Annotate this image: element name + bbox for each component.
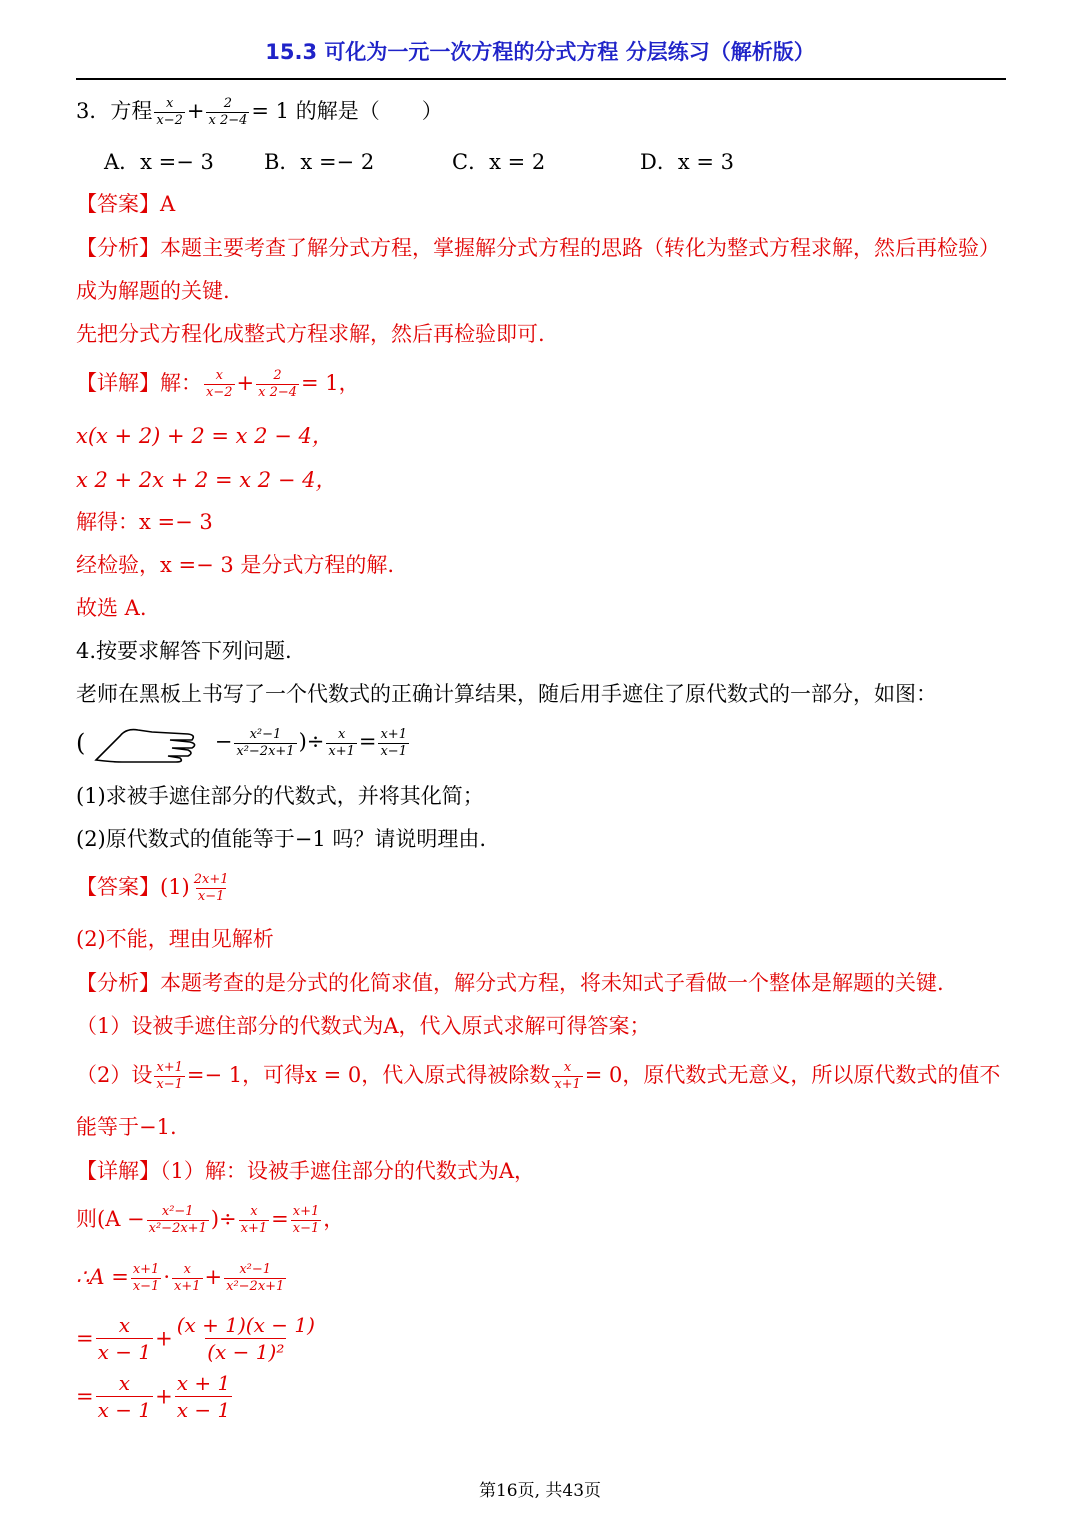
q4-analysis-line1	[76, 969, 944, 997]
q4-d3-frac1-num: x+1	[132, 1262, 160, 1277]
q4-analysis-line4: 能等于−1.	[76, 1115, 177, 1139]
q3-detail-line	[76, 368, 360, 401]
q3-stem	[76, 96, 443, 129]
q4-part2: (2)原代数式的值能等于−1 吗？请说明理由.	[76, 827, 487, 851]
q4-d5-frac1	[96, 1370, 153, 1423]
q4-d3-frac2-num: x	[183, 1262, 191, 1277]
q3-option-d: D．x = 3	[640, 150, 734, 174]
q4-d5-frac1-num: x	[118, 1371, 130, 1395]
q4-fig-close-div: )÷	[298, 729, 325, 754]
q3-detail-frac1-den: x−2	[206, 385, 233, 400]
q4-analysis3-frac1-den: x−1	[156, 1077, 183, 1092]
q3-option-b: B．x =− 2	[264, 150, 375, 174]
q3-detail-prefix: 解：	[160, 371, 202, 395]
q4-detail-line2	[76, 1204, 344, 1237]
q3-detail-eq: = 1，	[301, 371, 360, 395]
q4-d2-eq: =	[271, 1207, 289, 1231]
q4-d5-eq: =	[76, 1384, 94, 1409]
q4-analysis3-frac1	[154, 1060, 185, 1093]
q4-fig-frac3-num: x+1	[380, 726, 407, 742]
q4-fig-frac1-den: x²−2x+1	[236, 743, 295, 759]
q4-d4-frac2-den: (x − 1)²	[207, 1340, 285, 1364]
q4-d2-frac3-den: x−1	[292, 1221, 320, 1236]
q3-stem-suffix: = 1 的解是（ ）	[251, 99, 443, 123]
q4-d5-frac2-num: x + 1	[176, 1371, 231, 1395]
q4-context: 老师在黑板上书写了一个代数式的正确计算结果，随后用手遮住了原代数式的一部分，如图：	[76, 682, 937, 706]
q4-d4-frac2	[175, 1312, 317, 1365]
q3-frac1-den: x−2	[156, 113, 183, 128]
q4-d3-frac2	[172, 1262, 203, 1295]
page-number: 第16页, 共43页	[478, 1481, 602, 1501]
q3-frac2	[206, 96, 249, 129]
q4-fig-open-paren: (	[76, 729, 86, 757]
q3-analysis-line2: 成为解题的关键.	[76, 279, 230, 303]
q4-d4-frac1-den: x − 1	[97, 1340, 152, 1364]
q3-frac2-num: 2	[223, 96, 233, 111]
q4-detail-line1	[76, 1157, 535, 1185]
q4-analysis-tag: 【分析】	[76, 971, 160, 995]
q4-d3-frac3	[224, 1262, 286, 1295]
q3-detail-frac2	[256, 368, 299, 401]
q4-d2-frac2-num: x	[250, 1204, 258, 1219]
q3-plus: +	[186, 99, 205, 123]
q3-frac1	[154, 96, 185, 129]
header-divider	[76, 78, 1006, 80]
q4-part1: (1)求被手遮住部分的代数式，并将其化简；	[76, 784, 484, 808]
q3-analysis-text1: 本题主要考查了解分式方程，掌握解分式方程的思路（转化为整式方程求解，然后再检验）	[160, 236, 1000, 260]
q4-d2-prefix: 则(A −	[76, 1207, 145, 1231]
q4-d2-frac3	[291, 1204, 322, 1237]
q4-detail-line5	[76, 1370, 234, 1426]
q4-d3-frac1-den: x−1	[132, 1279, 160, 1294]
q4-d3-frac1	[131, 1262, 162, 1295]
q4-d2-mid: )÷	[210, 1207, 237, 1231]
page-title: 15.3 可化为一元一次方程的分式方程 分层练习（解析版）	[265, 40, 815, 64]
q4-d3-prefix: ∴A =	[76, 1265, 129, 1289]
q4-d3-frac3-den: x²−2x+1	[226, 1279, 285, 1294]
q4-d3-plus: +	[204, 1265, 223, 1289]
q4-fig-frac2-den: x+1	[328, 743, 355, 759]
hand-icon	[92, 722, 208, 764]
q4-answer1-frac	[192, 872, 231, 905]
q4-d4-frac2-num: (x + 1)(x − 1)	[176, 1313, 315, 1337]
q4-d2-frac1-den: x²−2x+1	[148, 1221, 207, 1236]
q4-d4-frac1	[96, 1312, 153, 1365]
q3-answer-value: A	[160, 192, 176, 216]
q4-analysis3-frac2	[552, 1060, 583, 1093]
q4-d4-frac1-num: x	[118, 1313, 130, 1337]
q3-step1: x(x + 2) + 2 = x 2 − 4，	[76, 424, 333, 448]
q4-d2-end: ，	[323, 1207, 345, 1231]
q4-answer1-num: 2x+1	[193, 872, 229, 887]
q4-d3-frac2-den: x+1	[174, 1279, 201, 1294]
q4-answer1	[76, 872, 233, 905]
q3-analysis-line3: 先把分式方程化成整式方程求解，然后再检验即可.	[76, 322, 545, 346]
q4-detail-line4	[76, 1312, 319, 1368]
q3-option-a: A．x =− 3	[104, 150, 214, 174]
q4-d2-frac1-num: x²−1	[161, 1204, 194, 1219]
q4-d4-eq: =	[76, 1326, 94, 1351]
q4-detail-tag: 【详解】	[76, 1159, 160, 1183]
q4-fig-frac1-num: x²−1	[249, 726, 282, 742]
q4-answer-tag: 【答案】	[76, 875, 160, 899]
q4-analysis-line3	[76, 1060, 1000, 1093]
q3-detail-frac1	[204, 368, 235, 401]
q4-d4-plus: +	[155, 1326, 173, 1351]
q4-analysis3-c: = 0，原代数式无意义，所以原代数式的值不	[584, 1063, 1001, 1087]
q4-detail-text1: （1）解：设被手遮住部分的代数式为A，	[160, 1159, 536, 1183]
q4-d2-frac2	[239, 1204, 270, 1237]
q4-fig-frac2-num: x	[337, 726, 346, 742]
q4-d5-frac2	[175, 1370, 232, 1423]
q3-answer-tag: 【答案】	[76, 192, 160, 216]
q4-fig-minus: −	[214, 729, 233, 754]
q4-d5-plus: +	[155, 1384, 173, 1409]
q3-detail-frac2-num: 2	[273, 368, 282, 383]
q3-step2: x 2 + 2x + 2 = x 2 − 4，	[76, 468, 337, 492]
q3-option-c: C．x = 2	[452, 150, 546, 174]
q4-answer2: (2)不能，理由见解析	[76, 927, 274, 951]
q3-step3: 解得：x =− 3	[76, 510, 213, 534]
q4-answer1-prefix: (1)	[160, 875, 190, 899]
q3-frac2-den: x 2−4	[208, 113, 248, 128]
q4-analysis3-a: （2）设	[76, 1063, 153, 1087]
q3-detail-plus: +	[236, 371, 255, 395]
q3-detail-frac1-num: x	[215, 368, 223, 383]
q4-d5-frac1-den: x − 1	[97, 1398, 152, 1422]
q4-answer1-den: x−1	[197, 889, 225, 904]
q3-analysis-tag: 【分析】	[76, 236, 160, 260]
q4-figure	[76, 722, 411, 770]
q4-stem: 4.按要求解答下列问题.	[76, 639, 292, 663]
q3-detail-tag: 【详解】	[76, 371, 160, 395]
q4-analysis3-frac1-num: x+1	[156, 1060, 183, 1075]
q4-detail-line3	[76, 1262, 288, 1295]
q3-answer	[76, 190, 175, 218]
q4-fig-eq: =	[358, 729, 377, 754]
q4-fig-frac2	[326, 727, 357, 760]
q4-analysis3-b: =− 1，可得x = 0，代入原式得被除数	[186, 1063, 551, 1087]
q4-analysis-text1: 本题考查的是分式的化简求值，解分式方程，将未知式子看做一个整体是解题的关键.	[160, 971, 944, 995]
q4-d2-frac3-num: x+1	[292, 1204, 320, 1219]
q4-analysis3-frac2-num: x	[563, 1060, 572, 1075]
q3-step4: 经检验，x =− 3 是分式方程的解.	[76, 553, 395, 577]
q3-step5: 故选 A.	[76, 596, 147, 620]
q3-detail-frac2-den: x 2−4	[258, 385, 298, 400]
q4-d2-frac2-den: x+1	[240, 1221, 268, 1236]
q4-fig-frac3-den: x−1	[380, 743, 407, 759]
q4-analysis3-frac2-den: x+1	[554, 1077, 581, 1092]
q3-frac1-num: x	[165, 96, 174, 111]
q4-d3-frac3-num: x²−1	[239, 1262, 272, 1277]
q4-d3-dot: ·	[163, 1265, 170, 1289]
q4-fig-frac3	[378, 727, 409, 760]
q4-d2-frac1	[147, 1204, 209, 1237]
q3-stem-prefix: 3．方程	[76, 99, 153, 123]
q4-fig-frac1	[234, 727, 296, 760]
q4-analysis-line2: （1）设被手遮住部分的代数式为A，代入原式求解可得答案；	[76, 1014, 651, 1038]
q3-analysis-line1	[76, 234, 1000, 262]
q4-d5-frac2-den: x − 1	[176, 1398, 231, 1422]
